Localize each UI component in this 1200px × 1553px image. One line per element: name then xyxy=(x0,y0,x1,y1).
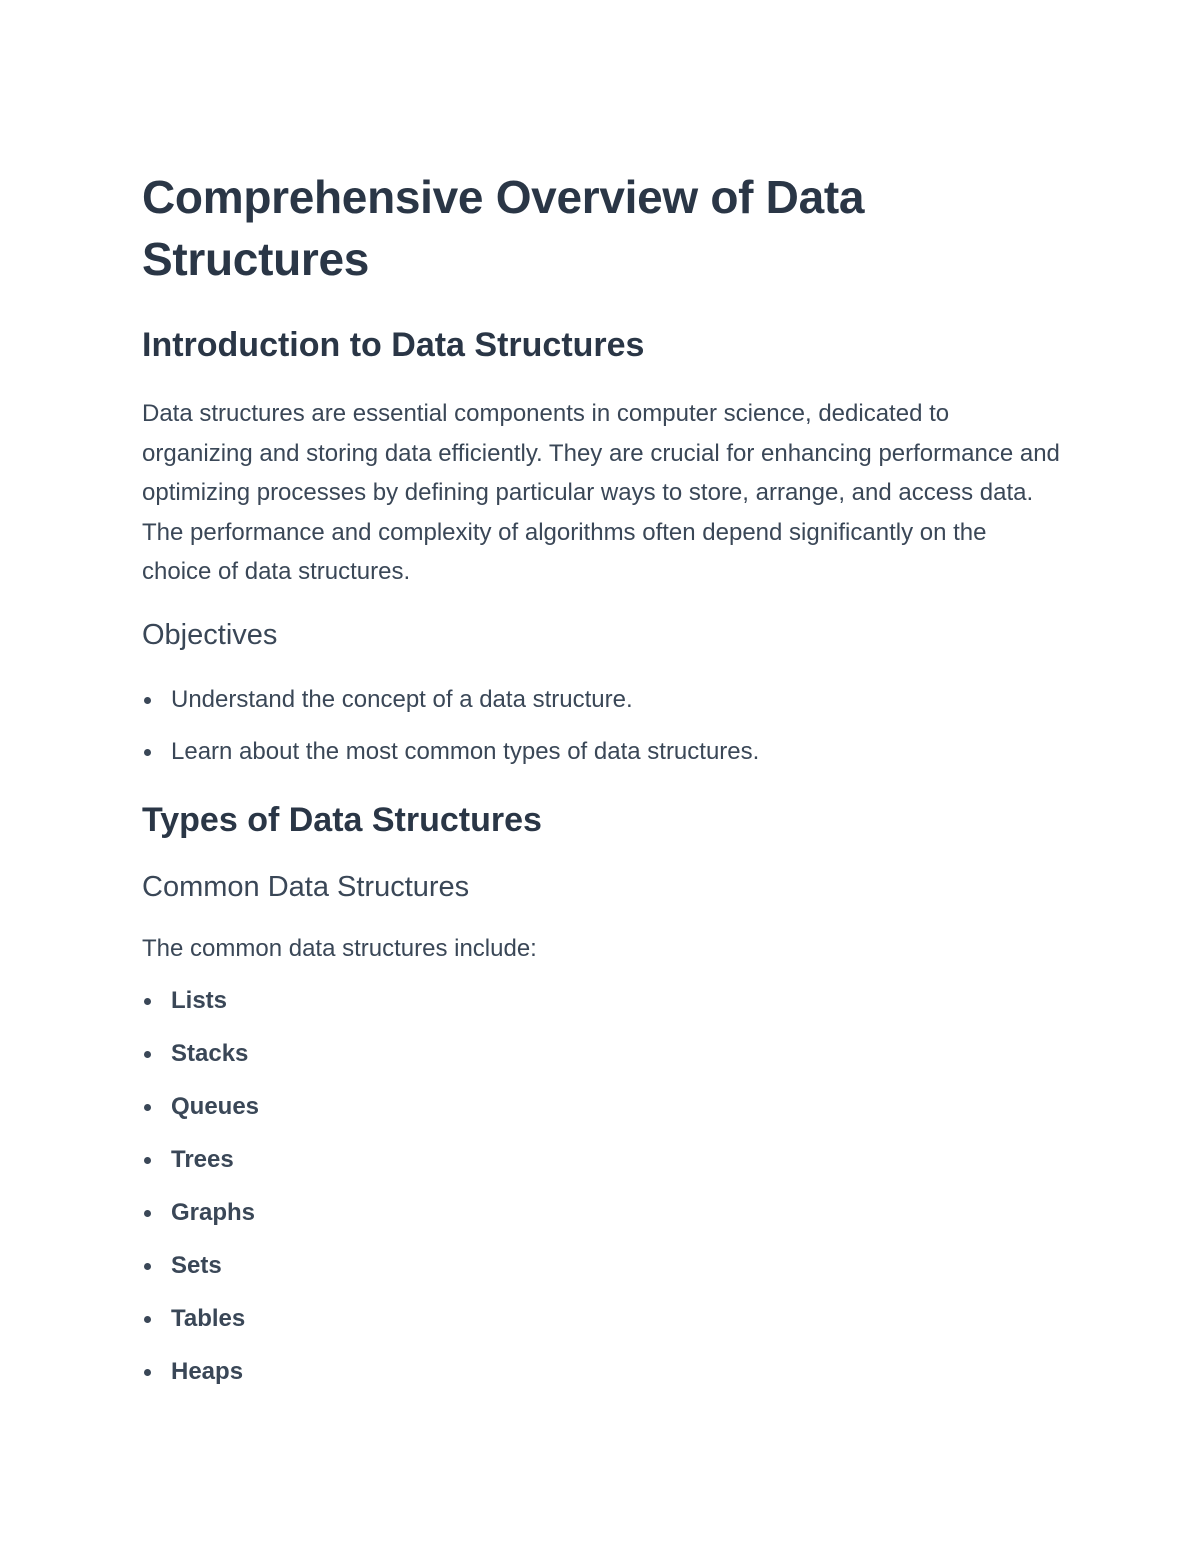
list-item: Heaps xyxy=(142,1345,1062,1398)
section-heading-introduction: Introduction to Data Structures xyxy=(142,326,645,364)
page-title: Comprehensive Overview of Data Structures xyxy=(142,171,865,285)
objectives-list xyxy=(142,674,1062,778)
section-heading-types: Types of Data Structures xyxy=(142,800,542,839)
list-item: Understand the concept of a data structure. xyxy=(142,674,1062,726)
data-structures-list xyxy=(142,974,1062,1398)
list-item: Sets xyxy=(142,1239,1062,1292)
subsection-heading-objectives: Objectives xyxy=(142,618,278,651)
document-page xyxy=(142,166,1062,1398)
list-item: Graphs xyxy=(142,1186,1062,1239)
list-item: Stacks xyxy=(142,1027,1062,1080)
list-item: Queues xyxy=(142,1080,1062,1133)
list-item: Tables xyxy=(142,1292,1062,1345)
common-intro-paragraph: The common data structures include: xyxy=(142,934,537,962)
list-item: Trees xyxy=(142,1133,1062,1186)
introduction-paragraph: Data structures are essential components in computer science, dedicated to organizing and storing data efficiently. They are crucial for enhancing performance and optimizing processes by defining particular ways to store, arrange, and access data. The performance and complexity of algorithms often depend significantly on the choice of data structures. xyxy=(142,400,1060,585)
list-item: Learn about the most common types of data structures. xyxy=(142,726,1062,778)
list-item: Lists xyxy=(142,974,1062,1027)
subsection-heading-common: Common Data Structures xyxy=(142,870,470,903)
